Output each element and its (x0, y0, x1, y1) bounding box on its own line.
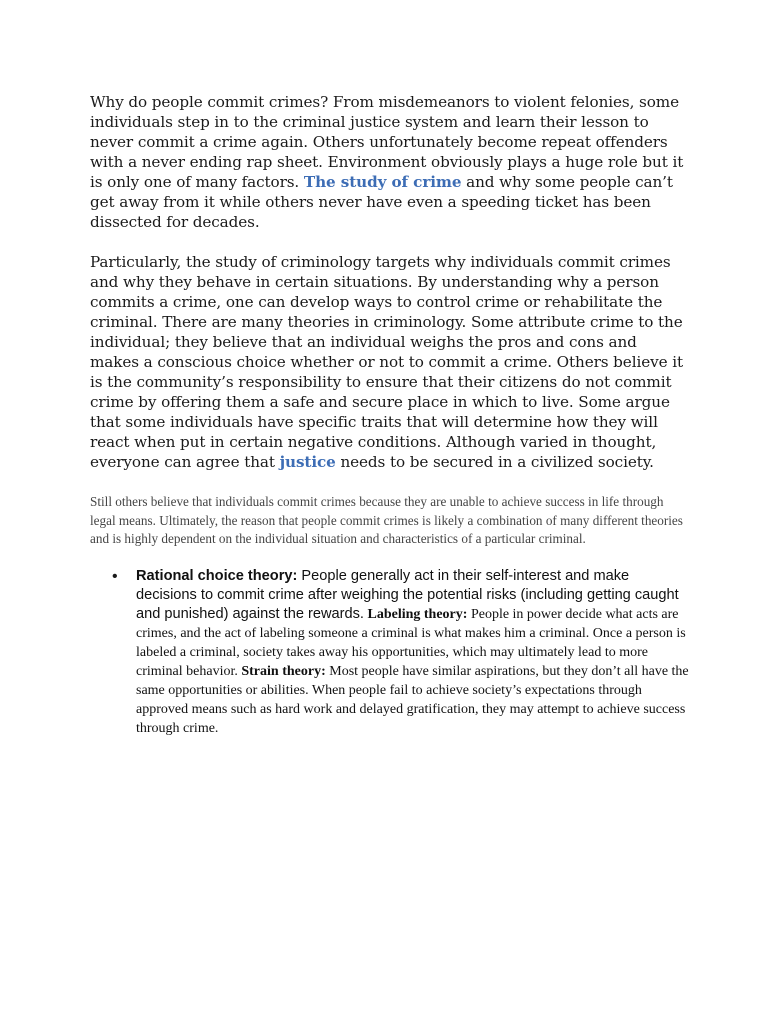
bullet-marker: • (112, 567, 118, 585)
paragraph-intro (90, 92, 690, 232)
theory-list (90, 567, 690, 738)
paragraph-criminology-text-1: Particularly, the study of criminology targets why individuals commit crimes and why they behave in certain situations. By understanding why a person commits a crime, one can develop ways to control crime or rehabilitate the criminal. There are many theories in criminology. Some attribute crime to the individual; they believe that an individual weighs the pros and cons and makes a conscious choice whether or not to commit a crime. Others believe it is the community’s responsibility to ensure that their citizens do not commit crime by offering them a safe and secure place in which to live. Some argue that some individuals have specific traits that will determine how they will react when put in certain negative conditions. Although varied in thought, everyone can agree that (90, 253, 683, 471)
paragraph-criminology-text-2: needs to be secured in a civilized society. (335, 453, 654, 471)
rational-choice-text: People generally act in their self-interest and make decisions to commit crime after weighing the potential risks (including getting caught and punished) against the rewards. (136, 567, 679, 622)
strain-label: Strain theory: (241, 663, 326, 679)
strain-text: Most people have similar aspirations, but they don’t all have the same opportunities or abilities. When people fail to achieve society’s expectations through approved means such as hard work and delayed gratification, they may attempt to achieve success through crime. (136, 663, 689, 736)
document-page (90, 92, 690, 738)
paragraph-criminology (90, 252, 690, 472)
list-item (90, 567, 690, 738)
study-of-crime-link[interactable]: The study of crime (303, 173, 462, 191)
rational-choice-label: Rational choice theory: (136, 567, 298, 584)
paragraph-strain-intro: Still others believe that individuals commit crimes because they are unable to achieve success in life through legal means. Ultimately, the reason that people commit crimes is likely a combination of many different theories and is highly dependent on the individual situation and characteristics of a particular criminal. (90, 494, 683, 547)
labeling-label: Labeling theory: (367, 606, 468, 622)
paragraph-intro-text-2: and why some people can’t get away from it while others never have even a speeding ticket has been dissected for decades. (90, 173, 673, 231)
labeling-theory (136, 607, 689, 736)
labeling-text: People in power decide what acts are crimes, and the act of labeling someone a criminal is what makes him a criminal. Once a person is labeled a criminal, society takes away his opportunities, which may ultimately lead to more criminal behavior. (136, 606, 686, 679)
paragraph-intro-text-1: Why do people commit crimes? From misdemeanors to violent felonies, some individuals step in to the criminal justice system and learn their lesson to never commit a crime again. Others unfortunately become repeat offenders with a never ending rap sheet. Environment obviously plays a huge role but it is only one of many factors. (90, 93, 684, 191)
justice-link[interactable]: justice (279, 453, 336, 471)
